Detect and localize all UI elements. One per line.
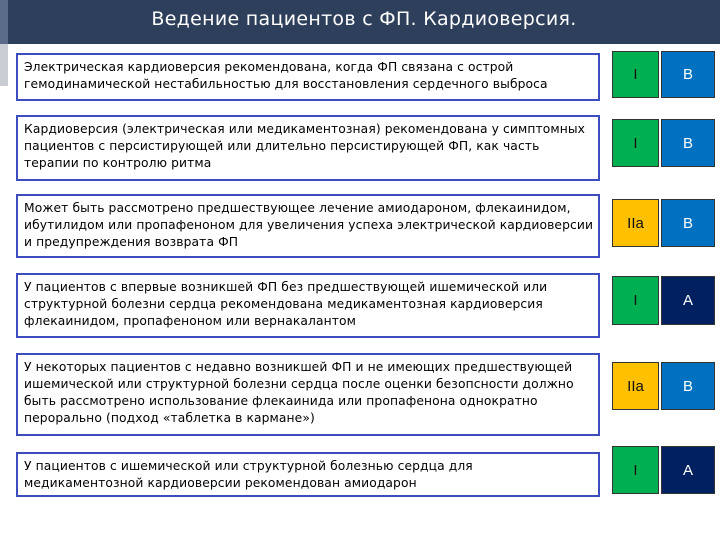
level-badge: A bbox=[661, 446, 715, 494]
recommendation-box bbox=[16, 194, 600, 258]
recommendation-text: Может быть рассмотрено предшествующее лечение амиодароном, флекаинидом, ибутилидом или пропафеноном для увеличения успеха электрической кардиоверсии и предупреждения возврата ФП bbox=[24, 201, 594, 249]
recommendation-text: Электрическая кардиоверсия рекомендована, когда ФП связана с острой гемодинамической нестабильностью для восстановления сердечного выброса bbox=[24, 60, 548, 91]
level-badge: B bbox=[661, 362, 715, 410]
title-accent bbox=[0, 0, 8, 44]
title-bar bbox=[8, 0, 720, 44]
recommendation-box bbox=[16, 53, 600, 101]
class-badge: I bbox=[612, 119, 659, 167]
class-badge: IIa bbox=[612, 199, 659, 247]
recommendation-text: У пациентов с впервые возникшей ФП без предшествующей ишемической или структурной болезни сердца рекомендована медикаментозная кардиоверсия флекаинидом, пропафеноном или вернакалантом bbox=[24, 280, 548, 328]
class-badge: IIa bbox=[612, 362, 659, 410]
slide-title: Ведение пациентов с ФП. Кардиоверсия. bbox=[151, 8, 577, 30]
recommendation-box bbox=[16, 452, 600, 497]
recommendation-box bbox=[16, 353, 600, 436]
recommendation-box bbox=[16, 273, 600, 338]
recommendation-box bbox=[16, 115, 600, 181]
level-badge: B bbox=[661, 119, 715, 167]
class-badge: I bbox=[612, 446, 659, 494]
recommendation-text: У пациентов с ишемической или структурной болезнью сердца для медикаментозной кардиоверсии рекомендован амиодарон bbox=[24, 459, 473, 490]
recommendation-text: Кардиоверсия (электрическая или медикаментозная) рекомендована у симптомных пациентов с персистирующей или длительно персистирующей ФП, как часть терапии по контролю ритма bbox=[24, 122, 586, 170]
side-shadow bbox=[0, 44, 8, 86]
level-badge: B bbox=[661, 199, 715, 247]
class-badge: I bbox=[612, 51, 659, 98]
recommendation-text: У некоторых пациентов с недавно возникшей ФП и не имеющих предшествующей ишемической или структурной болезни сердца после оценки безопсности должно быть рассмотрено использование флекаинида или пропафенона однократно перорально (подход «таблетка в кармане») bbox=[24, 360, 574, 425]
level-badge: B bbox=[661, 51, 715, 98]
class-badge: I bbox=[612, 276, 659, 325]
level-badge: A bbox=[661, 276, 715, 325]
